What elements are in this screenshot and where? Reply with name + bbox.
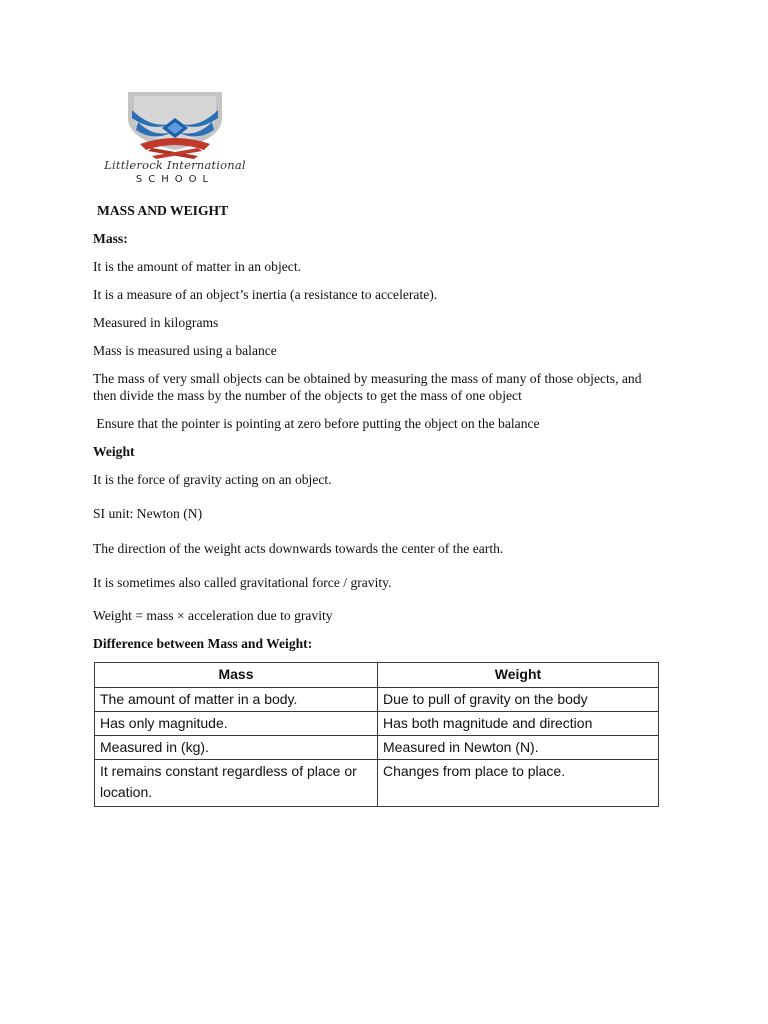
table-header-row	[95, 663, 659, 688]
mass-line: It is the amount of matter in an object.	[93, 259, 302, 274]
table-header-weight: Weight	[378, 663, 659, 688]
weight-formula: Weight = mass × acceleration due to gravity	[93, 608, 333, 623]
mass-paragraph: The mass of very small objects can be obtained by measuring the mass of many of those objects, and then divide the mass by the number of the objects to get the mass of one object	[93, 371, 642, 403]
mass-heading: Mass:	[93, 231, 128, 246]
document-title: MASS AND WEIGHT	[97, 203, 229, 218]
weight-line: SI unit: Newton (N)	[93, 506, 203, 521]
weight-heading: Weight	[93, 444, 135, 459]
table-cell: The amount of matter in a body.	[95, 688, 378, 712]
table-header-mass: Mass	[95, 663, 378, 688]
weight-line: It is sometimes also called gravitational force / gravity.	[93, 575, 392, 590]
weight-line: The direction of the weight acts downwards towards the center of the earth.	[93, 541, 504, 556]
difference-heading: Difference between Mass and Weight:	[93, 636, 313, 651]
table-cell: It remains constant regardless of place or location.	[95, 760, 378, 807]
table-row	[95, 688, 659, 712]
table-cell: Has only magnitude.	[95, 712, 378, 736]
table-row	[95, 736, 659, 760]
table-cell: Changes from place to place.	[378, 760, 659, 807]
table-cell: Measured in (kg).	[95, 736, 378, 760]
mass-line: Ensure that the pointer is pointing at zero before putting the object on the balance	[93, 416, 540, 431]
shield-emblem-icon	[92, 88, 258, 160]
table-cell: Has both magnitude and direction	[378, 712, 659, 736]
table-row	[95, 712, 659, 736]
school-logo	[92, 88, 258, 190]
mass-line: It is a measure of an object’s inertia (a resistance to accelerate).	[93, 287, 438, 302]
weight-line: It is the force of gravity acting on an object.	[93, 472, 332, 487]
logo-script-text: Littlerock International	[104, 158, 246, 172]
logo-school-text: SCHOOL	[135, 174, 215, 185]
difference-table	[94, 662, 659, 807]
mass-line: Mass is measured using a balance	[93, 343, 277, 358]
mass-line: Measured in kilograms	[93, 315, 219, 330]
table-row	[95, 760, 659, 807]
table-cell: Due to pull of gravity on the body	[378, 688, 659, 712]
table-cell: Measured in Newton (N).	[378, 736, 659, 760]
